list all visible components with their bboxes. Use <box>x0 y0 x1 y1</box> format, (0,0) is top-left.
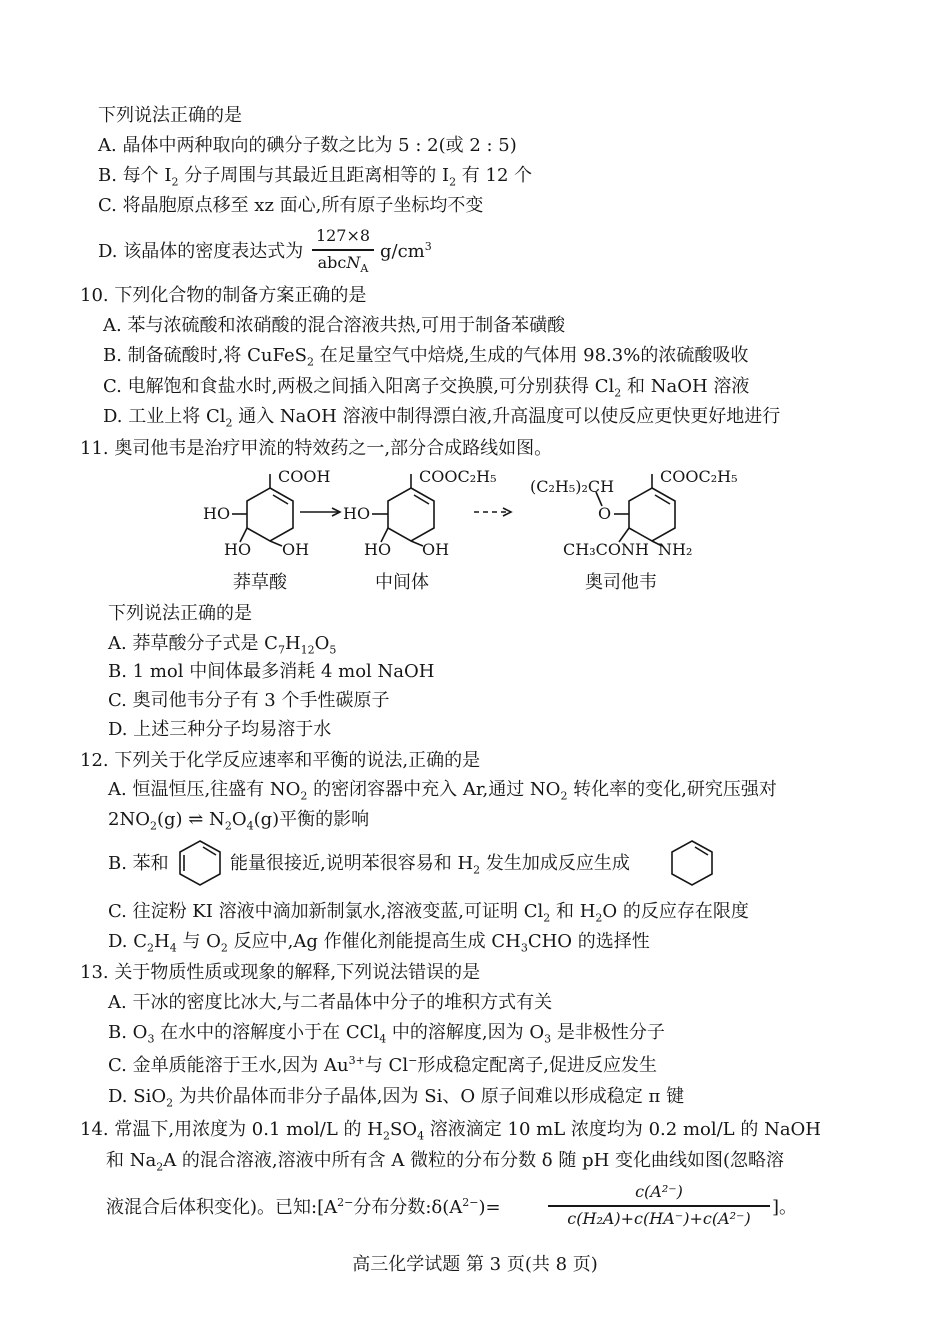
q12-option-b-text: 能量很接近,说明苯很容易和 $H_2$ 发生加成反应生成 <box>230 853 630 877</box>
q9-option-a: A. 晶体中两种取向的碘分子数之比为 5 : 2(或 2 : 5) <box>98 135 517 156</box>
q14-delta-denominator: c(H₂A)+c(HA⁻)+c(A²⁻) <box>567 1209 751 1228</box>
q13-stem: 13. 关于物质性质或现象的解释,下列说法错误的是 <box>80 962 481 983</box>
q11-name-shikimic-acid: 莽草酸 <box>233 572 287 593</box>
q11-m1-cooh-label: COOH <box>278 467 331 486</box>
q9-option-b: B. 每个 $I_2$ 分子周围与其最近且距离相等的 $I_2$ 有 12 个 <box>98 165 533 189</box>
q11-m2-ho-top-label: HO <box>343 504 371 523</box>
q14-line1: 14. 常温下,用浓度为 0.1 mol/L 的 $H_2SO_4$ 溶液滴定 10 mL 浓度均为 0.2 mol/L 的 NaOH <box>80 1119 822 1143</box>
q13-option-d: D. SiO$_2$ 为共价晶体而非分子晶体,因为 Si、O 原子间难以形成稳定 π 键 <box>108 1086 685 1110</box>
q10-option-a: A. 苯与浓硫酸和浓硝酸的混合溶液共热,可用于制备苯磺酸 <box>103 315 566 336</box>
q14-delta-numerator: c(A²⁻) <box>635 1182 683 1201</box>
q10-option-d: D. 工业上将 $Cl_2$ 通入 NaOH 溶液中制得漂白液,升高温度可以使反应更快更好地进行 <box>103 406 781 430</box>
q11-option-c: C. 奥司他韦分子有 3 个手性碳原子 <box>108 690 390 711</box>
q11-m2-ho-bottom-label: HO <box>364 540 392 559</box>
q9-density-numerator: 127×8 <box>315 226 371 245</box>
q13-option-a: A. 干冰的密度比冰大,与二者晶体中分子的堆积方式有关 <box>108 992 553 1013</box>
q14-line3: 液混合后体积变化)。已知$:[A^{2-}$分布分数$:\delta(A^{2-})=$ <box>106 1196 501 1218</box>
q11-m3-ester-label: COOC₂H₅ <box>660 467 738 486</box>
q13-option-b: B. $O_3$ 在水中的溶解度小于在 CCl$_4$ 中的溶解度,因为 $O_3$ 是非极性分子 <box>108 1022 665 1046</box>
q10-stem: 10. 下列化合物的制备方案正确的是 <box>80 285 367 306</box>
q10-option-b: B. 制备硫酸时,将 CuFeS$_2$ 在足量空气中焙烧,生成的气体用 98.3%的浓硫酸吸收 <box>103 345 749 369</box>
q11-m3-ethyl-label: (C₂H₅)₂CH <box>530 477 615 496</box>
q11-name-oseltamivir: 奥司他韦 <box>585 572 657 593</box>
page-footer: 高三化学试题 第 3 页(共 8 页) <box>352 1254 598 1275</box>
q11-m1-ho-bottom-label: HO <box>224 540 252 559</box>
q11-option-a: A. 莽草酸分子式是 $C_7H_{12}O_5$ <box>108 633 337 657</box>
q12-option-d: D. $C_2H_4$ 与 $O_2$ 反应中,Ag 作催化剂能提高生成 $CH_3CHO$ 的选择性 <box>108 931 650 955</box>
q11-m2-ester-label: COOC₂H₅ <box>419 467 497 486</box>
q9-option-c: C. 将晶胞原点移至 xz 面心,所有原子坐标均不变 <box>98 195 484 216</box>
q14-fraction-bar <box>548 1205 770 1207</box>
q11-m3-oxygen-label: O <box>598 504 612 523</box>
cyclohexadiene-structure-icon <box>175 838 225 888</box>
q11-m1-oh-label: OH <box>282 540 310 559</box>
q12-option-a-line2: $2NO_2(g)$ ⇌ $N_2O_4(g)$平衡的影响 <box>108 809 370 833</box>
q9-density-unit: $g/cm^3$ <box>380 240 432 262</box>
q11-stem: 11. 奥司他韦是治疗甲流的特效药之一,部分合成路线如图。 <box>80 438 553 459</box>
q14-tail: ]。 <box>772 1197 798 1218</box>
q12-option-a-line1: A. 恒温恒压,往盛有 $NO_2$ 的密闭容器中充入 Ar,通过 $NO_2$ 转化率的变化,研究压强对 <box>108 779 777 803</box>
q9-density-denominator: abcN$_A$ <box>317 253 369 276</box>
q12-option-c: C. 往淀粉 KI 溶液中滴加新制氯水,溶液变蓝,可证明 $Cl_2$ 和 $H_2O$ 的反应存在限度 <box>108 901 749 925</box>
q9-stem: 下列说法正确的是 <box>98 105 242 126</box>
q11-option-b: B. 1 mol 中间体最多消耗 4 mol NaOH <box>108 661 435 682</box>
q14-line2: 和 $Na_2A$ 的混合溶液,溶液中所有含 A 微粒的分布分数 δ 随 pH 变化曲线如图(忽略溶 <box>106 1150 785 1174</box>
q10-option-c: C. 电解饱和食盐水时,两极之间插入阳离子交换膜,可分别获得 $Cl_2$ 和 NaOH 溶液 <box>103 376 750 400</box>
q11-m1-ho-top-label: HO <box>203 504 231 523</box>
cyclohexene-structure-icon <box>667 838 717 888</box>
q11-name-intermediate: 中间体 <box>375 572 429 593</box>
q13-option-c: C. 金单质能溶于王水,因为 $Au^{3+}$与 Cl−形成稳定配离子,促进反应发生 <box>108 1054 658 1076</box>
q12-option-b-prefix: B. 苯和 <box>108 853 169 874</box>
q9-fraction-bar <box>312 249 374 251</box>
q12-stem: 12. 下列关于化学反应速率和平衡的说法,正确的是 <box>80 750 481 771</box>
q11-m2-oh-label: OH <box>422 540 450 559</box>
q11-m3-amide-label: CH₃CONH <box>563 540 649 559</box>
q11-sub-stem: 下列说法正确的是 <box>108 603 252 624</box>
q9-option-d-prefix: D. 该晶体的密度表达式为 <box>98 241 304 262</box>
q11-m3-nh2-label: NH₂ <box>658 540 693 559</box>
q11-option-d: D. 上述三种分子均易溶于水 <box>108 719 332 740</box>
